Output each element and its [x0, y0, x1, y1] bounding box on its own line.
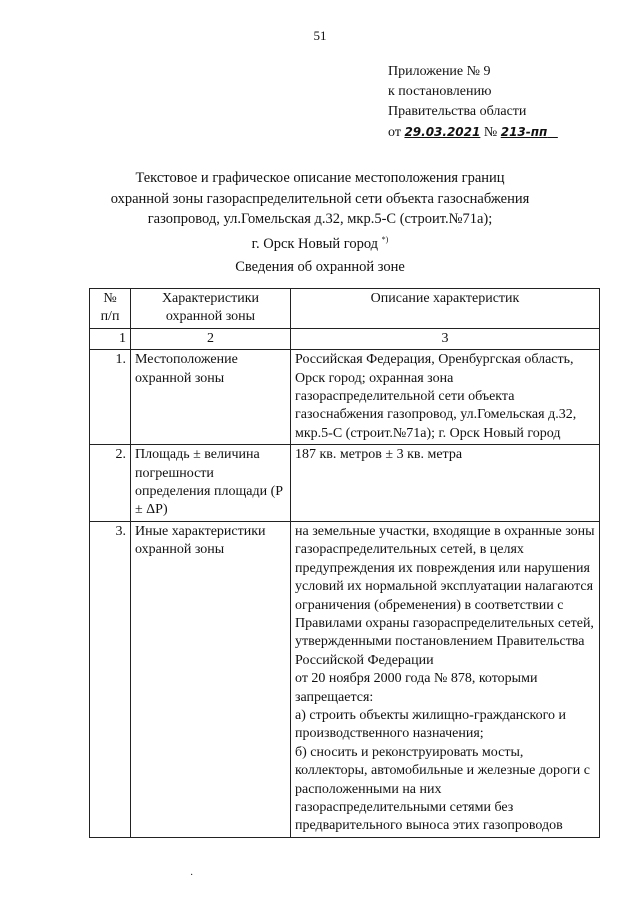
appendix-line-3: Правительства области	[388, 104, 527, 119]
table-index-row	[90, 328, 600, 349]
title-line-2: охранной зоны газораспределительной сети объекта газоснабжения	[110, 190, 530, 207]
index-cell: 3	[291, 328, 600, 349]
appendix-line-2: к постановлению	[388, 84, 492, 99]
description-paragraph: на земельные участки, входящие в охранные зоны газораспределительных сетей, в целях предупреждения их повреждения или нарушения условий их нормальной эксплуатации налагаются ограничения (обременения) в соответствии с Правилами охраны газораспределительных сетей, утвержденными постановлением Правительства Российской Федерации	[295, 523, 595, 668]
section-subtitle: Сведения об охранной зоне	[235, 259, 405, 275]
number-prefix: №	[483, 125, 498, 140]
title-line-1: Текстовое и графическое описание местоположения границ	[135, 170, 505, 186]
row-description: 187 кв. метров ± 3 кв. метра	[291, 445, 600, 522]
row-number: 1.	[90, 350, 131, 445]
table-row	[90, 521, 600, 837]
footnote-mark: *)	[381, 234, 389, 244]
table-row	[90, 350, 600, 445]
header-num: № п/п	[90, 289, 131, 329]
appendix-block	[388, 62, 558, 143]
date-prefix: от	[388, 125, 401, 140]
protection-zone-table	[89, 288, 600, 838]
row-characteristic: Местоположение охранной зоны	[131, 350, 291, 445]
description-paragraph: б) сносить и реконструировать мосты, коллекторы, автомобильные и железные дороги с расположенными на них газораспределительными сетями без предварительного выноса этих газопроводов	[295, 744, 590, 834]
row-number: 2.	[90, 445, 131, 522]
title-line-3: газопровод, ул.Гомельская д.32, мкр.5-С (строит.№71а);	[147, 211, 493, 227]
header-description: Описание характеристик	[291, 289, 600, 329]
index-cell: 1	[90, 328, 131, 349]
table-header-row	[90, 289, 600, 329]
handwritten-number: 213-пп	[500, 125, 548, 139]
stray-mark: ·	[190, 870, 194, 881]
description-paragraph: а) строить объекты жилищно-гражданского и производственного назначения;	[295, 707, 566, 742]
row-description	[291, 521, 600, 837]
table-row	[90, 445, 600, 522]
row-number: 3.	[90, 521, 131, 837]
appendix-date-line	[388, 122, 558, 143]
row-description: Российская Федерация, Оренбургская область, Орск город; охранная зона газораспределительной сети объекта газоснабжения газопровод, ул.Гомельская д.32, мкр.5-С (строит.№71а); г. Орск Новый город	[291, 350, 600, 445]
index-cell: 2	[131, 328, 291, 349]
row-characteristic: Иные характеристики охранной зоны	[131, 521, 291, 837]
row-characteristic: Площадь ± величина погрешности определения площади (P ± ΔP)	[131, 445, 291, 522]
page-number: 51	[313, 28, 327, 43]
appendix-line-1: Приложение № 9	[388, 64, 491, 79]
description-paragraph: от 20 ноября 2000 года № 878, которыми запрещается:	[295, 671, 538, 705]
document-title	[40, 168, 600, 254]
title-line-4: г. Орск Новый город *)	[251, 234, 389, 252]
header-characteristic: Характеристики охранной зоны	[131, 289, 291, 329]
handwritten-date: 29.03.2021	[404, 125, 481, 139]
